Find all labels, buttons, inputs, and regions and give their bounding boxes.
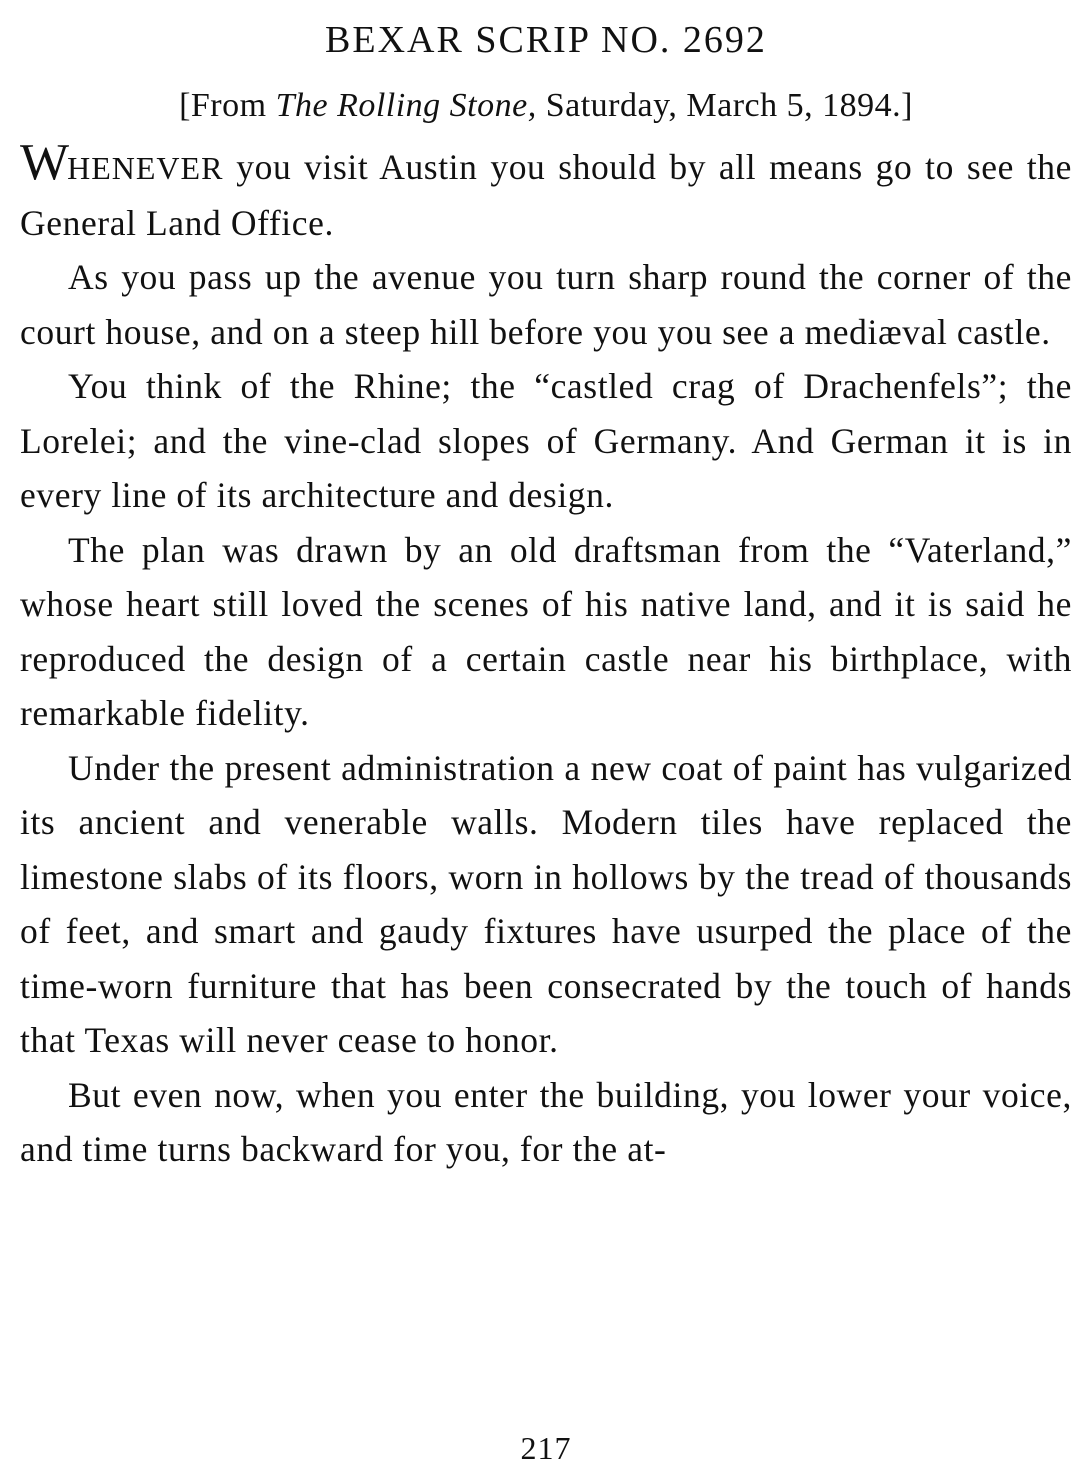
opening-word: HENEVER [67,150,224,186]
paragraph-4: The plan was drawn by an old draftsman from the “Vaterland,” whose heart still loved the scenes of his native land, and it is said he reproduced the design of a certain castle near his birthplace, with remarkable fidelity. [20,529,1072,733]
paragraph-6: But even now, when you enter the building, you lower your voice, and time turns backward for you, for the at- [20,1074,1072,1169]
paragraph-5: Under the present administration a new coat of paint has vulgarized its ancient and venerable walls. Modern tiles have replaced the limestone slabs of its floors, worn in hollows by the tread of thousands of feet, and smart and gaudy fixtures have usurped the place of the time-worn furniture that has been consecrated by the touch of hands that Texas will never cease to honor. [20,747,1072,1060]
paragraph-3: You think of the Rhine; the “castled crag of Drachenfels”; the Lorelei; and the vine-clad slopes of Germany. And German it is in every line of its architecture and design. [20,366,1072,515]
chapter-title: BEXAR SCRIP NO. 2692 [325,19,767,61]
paragraph-1-text: you visit Austin you should by all means go to see the General Land Office. [20,147,1072,243]
drop-cap-letter: W [20,134,68,191]
paragraph-2: As you pass up the avenue you turn sharp round the corner of the court house, and on a steep hill before you you see a mediæval castle. [20,257,1072,352]
source-suffix: Saturday, March 5, 1894.] [536,87,913,124]
paragraph-1 [20,134,1072,250]
source-publication: The Rolling Stone, [275,87,537,124]
source-prefix: [From [179,87,276,124]
page-number: 217 [520,1430,572,1466]
source-line [20,82,1072,130]
book-page [20,14,1072,1177]
